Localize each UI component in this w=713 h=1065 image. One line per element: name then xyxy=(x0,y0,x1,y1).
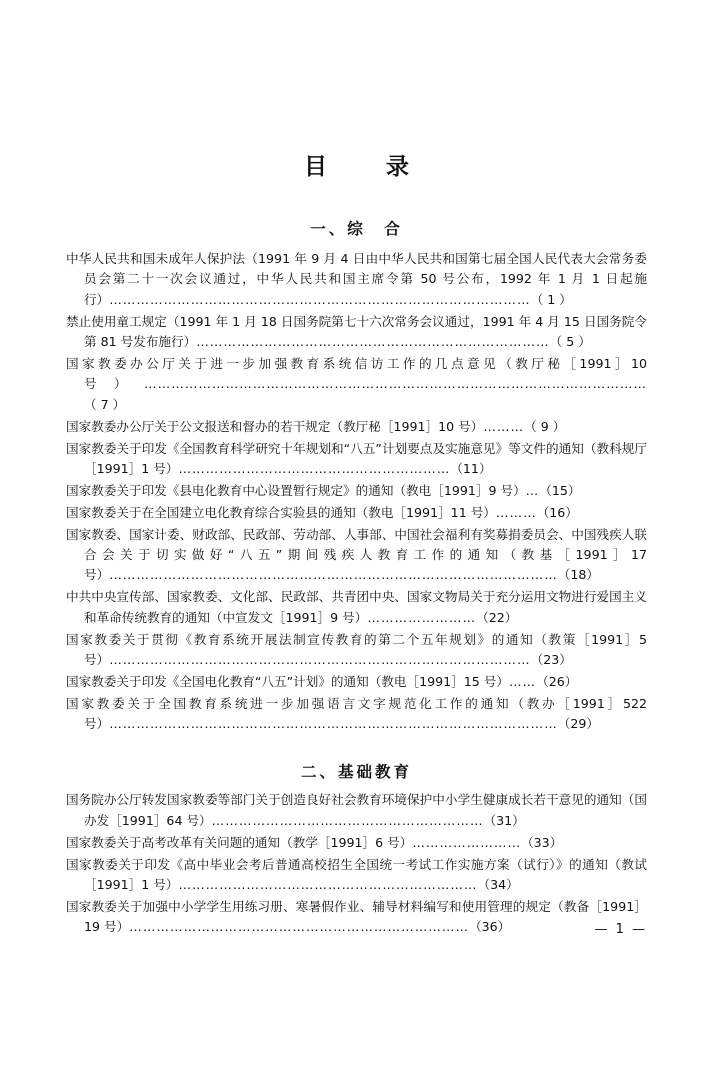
toc-entry[interactable] xyxy=(66,249,647,310)
toc-entry-text: 国家教委关于贯彻《教育系统开展法制宣传教育的第二个五年规划》的通知（教策［1991］5 号） xyxy=(66,631,647,667)
toc-entry-page: （26） xyxy=(536,673,578,689)
toc-entry-text: 国家教委关于在全国建立电化教育综合实验县的通知（教电［1991］11 号） xyxy=(66,504,496,520)
toc-entry-page: （33） xyxy=(521,834,563,850)
toc-entry-text: 国家教委关于印发《全国电化教育“八五”计划》的通知（教电［1991］15 号） xyxy=(66,673,509,689)
toc-entry[interactable] xyxy=(66,855,647,896)
toc-entry-text: 中共中央宣传部、国家教委、文化部、民政部、共青团中央、国家文物局关于充分运用文物进行爱国主义和革命传统教育的通知（中宣发文［1991］9 号） xyxy=(66,589,647,625)
toc-entry[interactable] xyxy=(66,525,647,586)
toc-entry-leader: ………………………………………………………… xyxy=(178,877,478,893)
toc-entry-text: 国家教委、国家计委、财政部、民政部、劳动部、人事部、中国社会福利有奖募捐委员会、中国残疾人联合会关于切实做好“八五”期间残疾人教育工作的通知（教基［1991］17 号） xyxy=(66,526,647,583)
toc-entry-leader: …………………… xyxy=(367,609,477,625)
toc-entry-leader: ………………………………………………………………………………… xyxy=(109,651,531,667)
page-number: — 1 — xyxy=(594,922,647,937)
toc-entry-leader: …… xyxy=(508,673,537,689)
toc-entry[interactable] xyxy=(66,439,647,480)
toc-entry[interactable] xyxy=(66,481,647,501)
toc-entry[interactable] xyxy=(66,503,647,523)
toc-entry-page: （ 5 ） xyxy=(549,334,591,350)
toc-entry-leader: ……… xyxy=(495,504,537,520)
toc-entry[interactable] xyxy=(66,312,647,353)
toc-entry-page: （ 7 ） xyxy=(84,396,126,412)
toc-entry-leader: ……………………………………………………………………………………… xyxy=(109,716,558,732)
toc-entry-leader: …………………… xyxy=(412,834,522,850)
toc-entry-leader: …………………………………………………… xyxy=(211,812,484,828)
toc-entry-leader: …………………………………………………… xyxy=(178,460,451,476)
toc-entry-leader: ……… xyxy=(483,418,525,434)
toc-entry-page: （36） xyxy=(469,919,511,935)
toc-entry[interactable] xyxy=(66,790,647,831)
toc-entry[interactable] xyxy=(66,694,647,735)
toc-entry-text: 国务院办公厅转发国家教委等部门关于创造良好社会教育环境保护中小学生健康成长若干意见的通知（国办发［1991］64 号） xyxy=(66,792,647,828)
toc-entry[interactable] xyxy=(66,672,647,692)
toc-entry-text: 国家教委办公厅关于公文报送和督办的若干规定（教厅秘［1991］10 号） xyxy=(66,418,484,434)
toc-entry-page: （29） xyxy=(557,716,599,732)
toc-entry-leader: ………………………………………………………………… xyxy=(129,919,470,935)
toc-entry-text: 禁止使用童工规定（1991 年 1 月 18 日国务院第七十六次常务会议通过，1991 年 4 月 15 日国务院令第 81 号发布施行） xyxy=(66,313,647,350)
toc-entry-text: 国家教委关于印发《全国教育科学研究十年规划和“八五”计划要点及实施意见》等文件的通知（教科规厅［1991］1 号） xyxy=(66,440,647,476)
toc-entry-page: （34） xyxy=(477,877,519,893)
toc-entry-page: （16） xyxy=(536,504,578,520)
toc-entry[interactable] xyxy=(66,587,647,628)
toc-entry-leader: ………………………………………………………………………………… xyxy=(109,291,531,307)
toc-entry-leader: ………………………………………………………………………………………………… xyxy=(144,376,647,392)
toc-entry-page: （23） xyxy=(530,651,572,667)
toc-entry-leader: ……………………………………………………………………………………… xyxy=(109,567,558,583)
section-heading-comprehensive: 一、综 合 xyxy=(310,220,403,238)
toc-entry-page: （22） xyxy=(476,609,518,625)
toc-entry-page: （ 1 ） xyxy=(530,291,572,307)
toc-entry-leader: …………………………………………………………………… xyxy=(196,334,550,350)
toc-entry[interactable] xyxy=(66,630,647,671)
toc-entries-basic-education xyxy=(66,790,647,937)
toc-entry-page: （11） xyxy=(450,460,492,476)
toc-entry-text: 国家教委关于印发《县电化教育中心设置暂行规定》的通知（教电［1991］9 号） xyxy=(66,482,526,498)
toc-entry-text: 国家教委关于高考改革有关问题的通知（教学［1991］6 号） xyxy=(66,834,413,850)
toc-entry[interactable] xyxy=(66,354,647,415)
toc-entry-text: 国家教委关于全国教育系统进一步加强语言文字规范化工作的通知（教办［1991］522 号） xyxy=(66,695,647,732)
toc-entry-text: 中华人民共和国未成年人保护法（1991 年 9 月 4 日由中华人民共和国第七届全国人民代表大会常务委员会第二十一次会议通过，中华人民共和国主席令第 50 号公布，1992 年 1 月 1 日起施行） xyxy=(66,251,647,307)
toc-entry-text: 国家教委关于印发《高中毕业会考后普通高校招生全国统一考试工作实施方案（试行）》的通知（教试［1991］1 号） xyxy=(66,856,647,893)
toc-entry-page: （31） xyxy=(483,812,525,828)
toc-entry-leader: … xyxy=(525,482,540,498)
toc-entry[interactable] xyxy=(66,417,647,437)
toc-entries-comprehensive xyxy=(66,249,647,734)
page-title: 目 录 xyxy=(304,154,427,180)
toc-entry[interactable] xyxy=(66,833,647,853)
toc-entry[interactable] xyxy=(66,897,647,938)
toc-entry-text: 国家教委关于加强中小学学生用练习册、寒暑假作业、辅导材料编写和使用管理的规定（教备［1991］19 号） xyxy=(66,898,647,935)
toc-entry-text: 国家教委办公厅关于进一步加强教育系统信访工作的几点意见（教厅秘［1991］10 号） xyxy=(66,355,647,392)
toc-entry-page: （18） xyxy=(557,567,599,583)
toc-entry-page: （ 9 ） xyxy=(524,418,566,434)
toc-entry-page: （15） xyxy=(539,482,581,498)
section-heading-basic-education: 二、基础教育 xyxy=(300,763,412,782)
